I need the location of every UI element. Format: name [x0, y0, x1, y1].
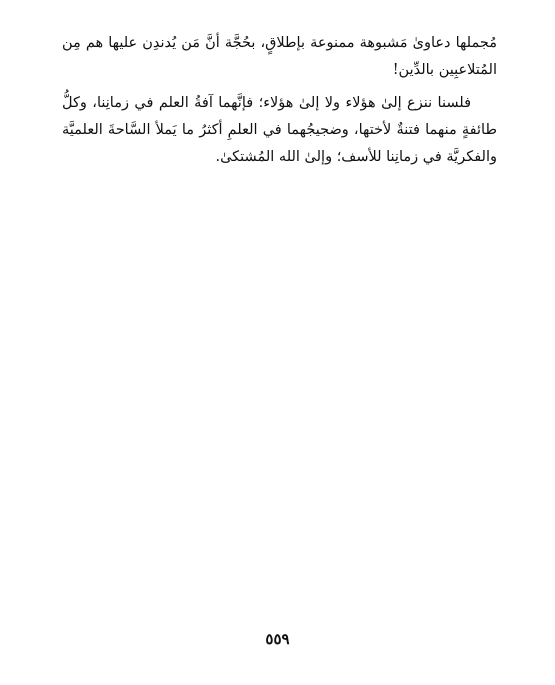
body-text — [62, 30, 497, 171]
paragraph-2: فلسنا ننزع إلىٰ هؤلاء ولا إلىٰ هؤلاء؛ فإنَّهما آفةُ العلم في زمانِنا، وكلُّ طائفةٍ منهما فتنةٌ لأختها، وضجيجُهما في العلمِ أكثرُ ما يَملأ السَّاحةَ العلميَّة والفكريَّة في زمانِنا للأسف؛ وإلىٰ الله المُشتكىٰ. — [62, 95, 497, 165]
page-number: ٥٥٩ — [265, 630, 290, 648]
paragraph-1: مُجملها دعاوىٰ مَشبوهة ممنوعة بإطلاقٍ، بحُجَّة أنَّ مَن يُدندِن عليها هم مِن المُتلاعبِين بالدِّين! — [62, 35, 497, 78]
